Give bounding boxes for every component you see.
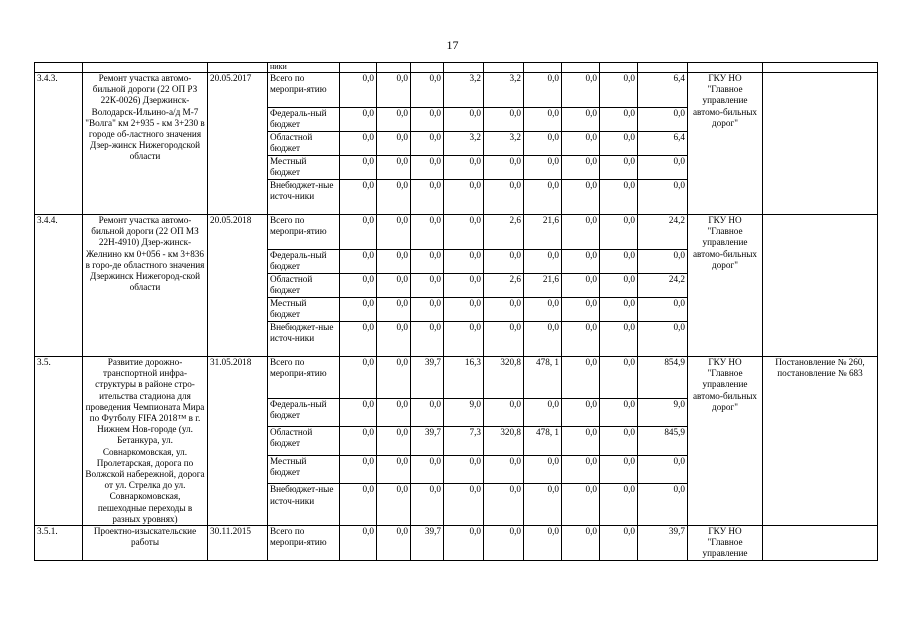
source-cell: Внебюджет-ные источ-ники: [268, 180, 340, 215]
value-cell: 0,0: [484, 398, 524, 427]
value-cell: 0,0: [444, 526, 484, 561]
item-number: 3.4.3.: [35, 73, 83, 215]
source-cell: Внебюджет-ные источ-ники: [268, 484, 340, 526]
value-cell: 0,0: [562, 274, 600, 298]
value-cell: 0,0: [411, 274, 444, 298]
value-cell: 0,0: [411, 322, 444, 357]
value-cell: 24,2: [638, 215, 688, 250]
table-top-strip: [35, 63, 878, 73]
value-cell: 0,0: [562, 180, 600, 215]
value-cell: 0,0: [411, 156, 444, 180]
value-cell: 0,0: [444, 274, 484, 298]
value-cell: 9,0: [444, 398, 484, 427]
value-cell: 0,0: [411, 455, 444, 484]
value-cell: 320,8: [484, 427, 524, 456]
value-cell: 0,0: [340, 455, 377, 484]
value-cell: 6,4: [638, 132, 688, 156]
item-executor: ГКУ НО "Главное управление автомо-бильных дорог": [688, 357, 763, 526]
value-cell: 0,0: [484, 322, 524, 357]
value-cell: 0,0: [562, 455, 600, 484]
value-cell: 0,0: [600, 132, 638, 156]
value-cell: 0,0: [600, 427, 638, 456]
item-basis: [763, 526, 878, 561]
source-cell: ники: [268, 63, 340, 73]
value-cell: 21,6: [524, 215, 562, 250]
item-executor: ГКУ НО "Главное управление: [688, 526, 763, 561]
value-cell: 0,0: [562, 526, 600, 561]
table-row: [35, 73, 878, 108]
value-cell: 0,0: [411, 73, 444, 108]
value-cell: 0,0: [377, 357, 411, 399]
value-cell: 0,0: [600, 215, 638, 250]
source-cell: Всего по меропри-ятию: [268, 215, 340, 250]
value-cell: 2,6: [484, 215, 524, 250]
value-cell: 0,0: [638, 484, 688, 526]
item-executor: ГКУ НО "Главное управление автомо-бильных дорог": [688, 73, 763, 215]
value-cell: 0,0: [562, 398, 600, 427]
value-cell: 0,0: [524, 73, 562, 108]
value-cell: 0,0: [340, 427, 377, 456]
value-cell: 0,0: [600, 108, 638, 132]
value-cell: 0,0: [340, 250, 377, 274]
value-cell: 0,0: [377, 274, 411, 298]
value-cell: 0,0: [444, 455, 484, 484]
value-cell: 0,0: [444, 215, 484, 250]
value-cell: 0,0: [638, 455, 688, 484]
value-cell: 0,0: [377, 180, 411, 215]
source-cell: Федераль-ный бюджет: [268, 108, 340, 132]
value-cell: 0,0: [562, 322, 600, 357]
value-cell: 0,0: [524, 484, 562, 526]
value-cell: 0,0: [340, 274, 377, 298]
value-cell: 0,0: [600, 298, 638, 322]
value-cell: 0,0: [484, 180, 524, 215]
value-cell: 0,0: [340, 132, 377, 156]
value-cell: 0,0: [340, 215, 377, 250]
value-cell: 3,2: [484, 132, 524, 156]
value-cell: 0,0: [377, 73, 411, 108]
value-cell: 0,0: [340, 322, 377, 357]
value-cell: 0,0: [340, 73, 377, 108]
value-cell: 39,7: [411, 427, 444, 456]
value-cell: 0,0: [638, 156, 688, 180]
value-cell: 0,0: [377, 215, 411, 250]
source-cell: Местный бюджет: [268, 455, 340, 484]
item-description: Развитие дорожно-транспортной инфра-структуры в районе стро-ительства стадиона для проведения Чемпионата Мира по Футболу FIFA 2018™ в г. Нижнем Нов-городе (ул. Бетанкура, ул. Совнаркомовская, ул. Пролетарская, дорога по Волжской набережной, дорога от ул. Стрелка до ул. Совнаркомовская, пешеходные переходы в разных уровнях): [83, 357, 208, 526]
value-cell: 0,0: [377, 526, 411, 561]
value-cell: 0,0: [524, 250, 562, 274]
value-cell: 0,0: [484, 250, 524, 274]
value-cell: 0,0: [638, 108, 688, 132]
value-cell: 0,0: [562, 156, 600, 180]
value-cell: 0,0: [444, 250, 484, 274]
value-cell: 478, 1: [524, 427, 562, 456]
value-cell: 0,0: [444, 156, 484, 180]
value-cell: 0,0: [600, 156, 638, 180]
source-cell: Областной бюджет: [268, 132, 340, 156]
value-cell: 0,0: [377, 484, 411, 526]
value-cell: 16,3: [444, 357, 484, 399]
value-cell: 0,0: [340, 357, 377, 399]
value-cell: 0,0: [600, 526, 638, 561]
item-basis: Постановление № 260, постановление № 683: [763, 357, 878, 526]
value-cell: 0,0: [377, 398, 411, 427]
value-cell: 0,0: [524, 132, 562, 156]
value-cell: 0,0: [484, 455, 524, 484]
source-cell: Всего по меропри-ятию: [268, 73, 340, 108]
value-cell: 0,0: [562, 357, 600, 399]
value-cell: 3,2: [444, 73, 484, 108]
item-date: 20.05.2017: [208, 73, 268, 215]
value-cell: 0,0: [524, 180, 562, 215]
source-cell: Всего по меропри-ятию: [268, 357, 340, 399]
value-cell: 3,2: [444, 132, 484, 156]
funding-table: [34, 62, 878, 561]
value-cell: 2,6: [484, 274, 524, 298]
value-cell: 0,0: [638, 322, 688, 357]
value-cell: 39,7: [411, 357, 444, 399]
value-cell: 39,7: [638, 526, 688, 561]
value-cell: 0,0: [484, 156, 524, 180]
value-cell: 0,0: [444, 298, 484, 322]
value-cell: 0,0: [484, 484, 524, 526]
value-cell: 0,0: [377, 455, 411, 484]
item-number: 3.5.: [35, 357, 83, 526]
value-cell: 21,6: [524, 274, 562, 298]
value-cell: 845,9: [638, 427, 688, 456]
value-cell: 0,0: [377, 250, 411, 274]
value-cell: 0,0: [524, 108, 562, 132]
value-cell: 39,7: [411, 526, 444, 561]
value-cell: 0,0: [484, 298, 524, 322]
value-cell: 0,0: [377, 322, 411, 357]
value-cell: 0,0: [524, 156, 562, 180]
value-cell: 0,0: [600, 357, 638, 399]
value-cell: 0,0: [444, 484, 484, 526]
item-description: Ремонт участка автомо-бильной дороги (22 ОП МЗ 22Н-4910) Дзер-жинск-Желнино км 0+056 - км 3+836 в горо-де областного значения Дзержинск Нижегород-ской области: [83, 215, 208, 357]
value-cell: 0,0: [562, 215, 600, 250]
source-cell: Местный бюджет: [268, 156, 340, 180]
value-cell: 478, 1: [524, 357, 562, 399]
value-cell: 0,0: [444, 180, 484, 215]
value-cell: 0,0: [524, 322, 562, 357]
value-cell: 0,0: [600, 274, 638, 298]
source-cell: Всего по меропри-ятию: [268, 526, 340, 561]
source-cell: Областной бюджет: [268, 427, 340, 456]
value-cell: 0,0: [377, 427, 411, 456]
value-cell: 0,0: [524, 526, 562, 561]
item-date: 20.05.2018: [208, 215, 268, 357]
value-cell: 3,2: [484, 73, 524, 108]
value-cell: 0,0: [638, 250, 688, 274]
value-cell: 0,0: [638, 298, 688, 322]
value-cell: 0,0: [411, 215, 444, 250]
page-number: 17: [446, 38, 459, 52]
value-cell: 0,0: [340, 484, 377, 526]
value-cell: 0,0: [340, 298, 377, 322]
source-cell: Местный бюджет: [268, 298, 340, 322]
value-cell: 0,0: [444, 108, 484, 132]
value-cell: 0,0: [411, 180, 444, 215]
value-cell: 0,0: [562, 250, 600, 274]
value-cell: 0,0: [444, 322, 484, 357]
value-cell: 0,0: [562, 73, 600, 108]
value-cell: 0,0: [340, 108, 377, 132]
source-cell: Федераль-ный бюджет: [268, 398, 340, 427]
value-cell: 0,0: [562, 108, 600, 132]
item-executor: ГКУ НО "Главное управление автомо-бильных дорог": [688, 215, 763, 357]
value-cell: 0,0: [524, 298, 562, 322]
value-cell: 0,0: [340, 156, 377, 180]
value-cell: 0,0: [411, 132, 444, 156]
source-cell: Внебюджет-ные источ-ники: [268, 322, 340, 357]
value-cell: 24,2: [638, 274, 688, 298]
value-cell: 0,0: [411, 398, 444, 427]
value-cell: 0,0: [600, 398, 638, 427]
value-cell: 9,0: [638, 398, 688, 427]
value-cell: 0,0: [340, 398, 377, 427]
value-cell: 0,0: [340, 526, 377, 561]
source-cell: Федераль-ный бюджет: [268, 250, 340, 274]
table-row: [35, 215, 878, 250]
value-cell: 0,0: [377, 156, 411, 180]
value-cell: 0,0: [600, 484, 638, 526]
item-date: 30.11.2015: [208, 526, 268, 561]
value-cell: 0,0: [377, 132, 411, 156]
value-cell: 0,0: [411, 484, 444, 526]
value-cell: 0,0: [600, 250, 638, 274]
value-cell: 0,0: [524, 455, 562, 484]
source-cell: Областной бюджет: [268, 274, 340, 298]
value-cell: 0,0: [600, 455, 638, 484]
table-row: [35, 526, 878, 561]
value-cell: 0,0: [638, 180, 688, 215]
value-cell: 0,0: [600, 73, 638, 108]
value-cell: 0,0: [411, 298, 444, 322]
value-cell: 320,8: [484, 357, 524, 399]
value-cell: 0,0: [562, 298, 600, 322]
value-cell: 0,0: [484, 108, 524, 132]
item-description: Проектно-изыскательские работы: [83, 526, 208, 561]
item-date: 31.05.2018: [208, 357, 268, 526]
value-cell: 0,0: [600, 322, 638, 357]
value-cell: 854,9: [638, 357, 688, 399]
value-cell: 7,3: [444, 427, 484, 456]
value-cell: 0,0: [524, 398, 562, 427]
value-cell: 0,0: [600, 180, 638, 215]
value-cell: 0,0: [484, 526, 524, 561]
item-number: 3.5.1.: [35, 526, 83, 561]
value-cell: 0,0: [411, 108, 444, 132]
value-cell: 0,0: [562, 427, 600, 456]
value-cell: 6,4: [638, 73, 688, 108]
value-cell: 0,0: [377, 108, 411, 132]
item-basis: [763, 215, 878, 357]
value-cell: 0,0: [562, 132, 600, 156]
value-cell: 0,0: [377, 298, 411, 322]
value-cell: 0,0: [562, 484, 600, 526]
value-cell: 0,0: [411, 250, 444, 274]
item-number: 3.4.4.: [35, 215, 83, 357]
table-row: [35, 357, 878, 399]
item-basis: [763, 73, 878, 215]
value-cell: 0,0: [340, 180, 377, 215]
item-description: Ремонт участка автомо-бильной дороги (22 ОП РЗ 22К-0026) Дзержинск-Володарск-Ильино-а/д М-7 "Волга" км 2+935 - км 3+230 в городе об-ластного значения Дзер-жинск Нижегородской области: [83, 73, 208, 215]
